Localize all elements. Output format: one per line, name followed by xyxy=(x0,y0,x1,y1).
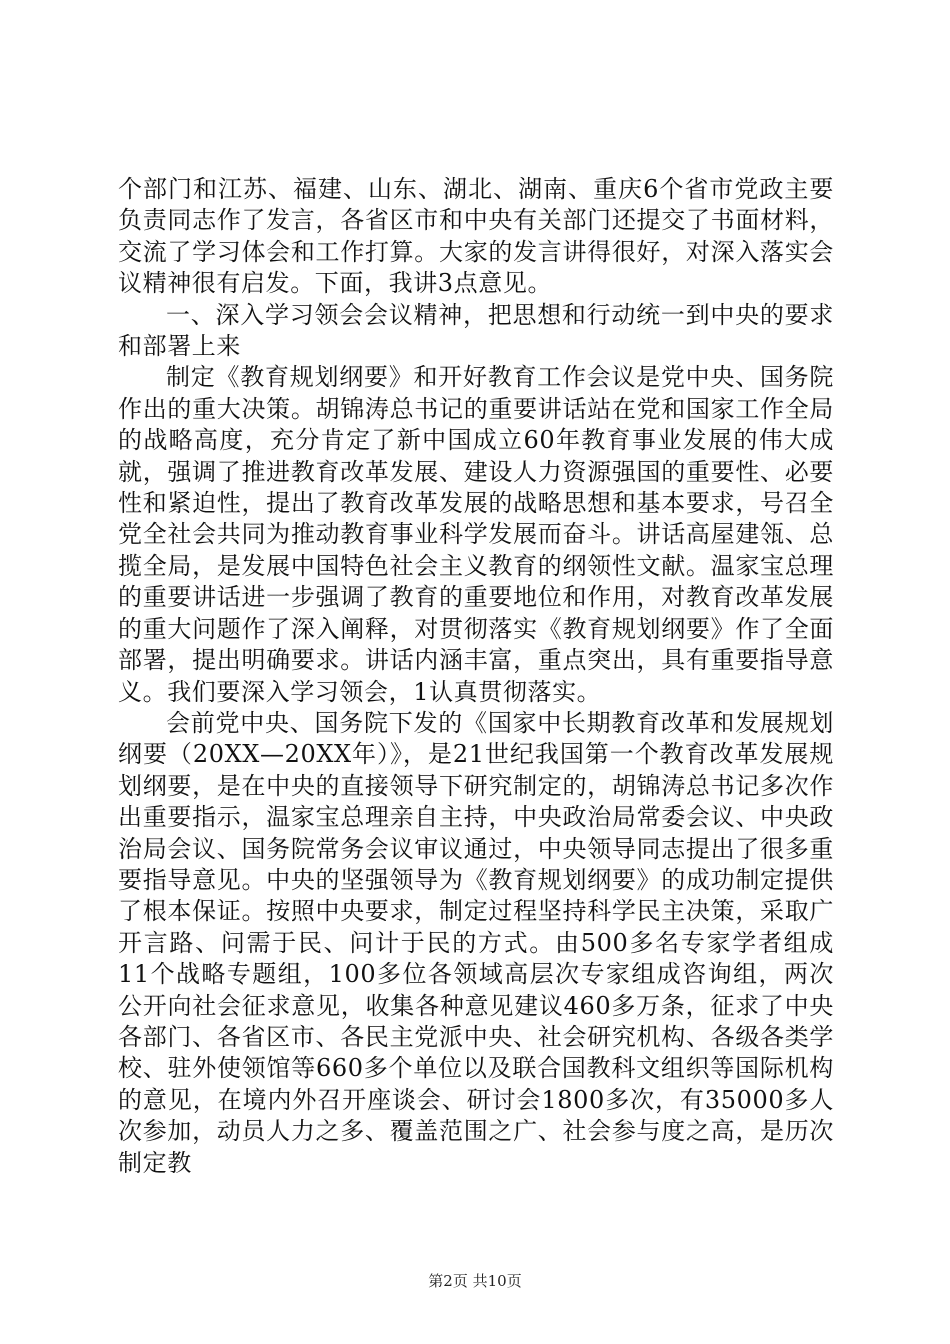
paragraph-continuation: 个部门和江苏、福建、山东、湖北、湖南、重庆6个省市党政主要负责同志作了发言，各省区市和中央有关部门还提交了书面材料，交流了学习体会和工作打算。大家的发言讲得很好，对深入落实会议精神很有启发。下面，我讲3点意见。 xyxy=(118,175,834,298)
paragraph: 制定《教育规划纲要》和开好教育工作会议是党中央、国务院作出的重大决策。胡锦涛总书记的重要讲话站在党和国家工作全局的战略高度，充分肯定了新中国成立60年教育事业发展的伟大成就，强调了推进教育改革发展、建设人力资源强国的重要性、必要性和紧迫性，提出了教育改革发展的战略思想和基本要求，号召全党全社会共同为推动教育事业科学发展而奋斗。讲话高屋建瓴、总揽全局，是发展中国特色社会主义教育的纲领性文献。温家宝总理的重要讲话进一步强调了教育的重要地位和作用，对教育改革发展的重大问题作了深入阐释，对贯彻落实《教育规划纲要》作了全面部署，提出明确要求。讲话内涵丰富，重点突出，具有重要指导意义。我们要深入学习领会，1认真贯彻落实。 xyxy=(118,363,834,706)
document-body xyxy=(118,174,834,1179)
section-heading: 一、深入学习领会会议精神，把思想和行动统一到中央的要求和部署上来 xyxy=(118,300,834,361)
paragraph: 会前党中央、国务院下发的《国家中长期教育改革和发展规划纲要（20XX—20XX年）》，是21世纪我国第一个教育改革发展规划纲要，是在中央的直接领导下研究制定的，胡锦涛总书记多次作出重要指示，温家宝总理亲自主持，中央政治局常委会议、中央政治局会议、国务院常务会议审议通过，中央领导同志提出了很多重要指导意见。中央的坚强领导为《教育规划纲要》的成功制定提供了根本保证。按照中央要求，制定过程坚持科学民主决策，采取广开言路、问需于民、问计于民的方式。由500多名专家学者组成11个战略专题组，100多位各领域高层次专家组成咨询组，两次公开向社会征求意见，收集各种意见建议460多万条，征求了中央各部门、各省区市、各民主党派中央、社会研究机构、各级各类学校、驻外使领馆等660多个单位以及联合国教科文组织等国际机构的意见，在境内外召开座谈会、研讨会1800多次，有35000多人次参加，动员人力之多、覆盖范围之广、社会参与度之高，是历次制定教 xyxy=(118,708,834,1177)
page-number-footer: 第2页 共10页 xyxy=(428,1272,522,1290)
